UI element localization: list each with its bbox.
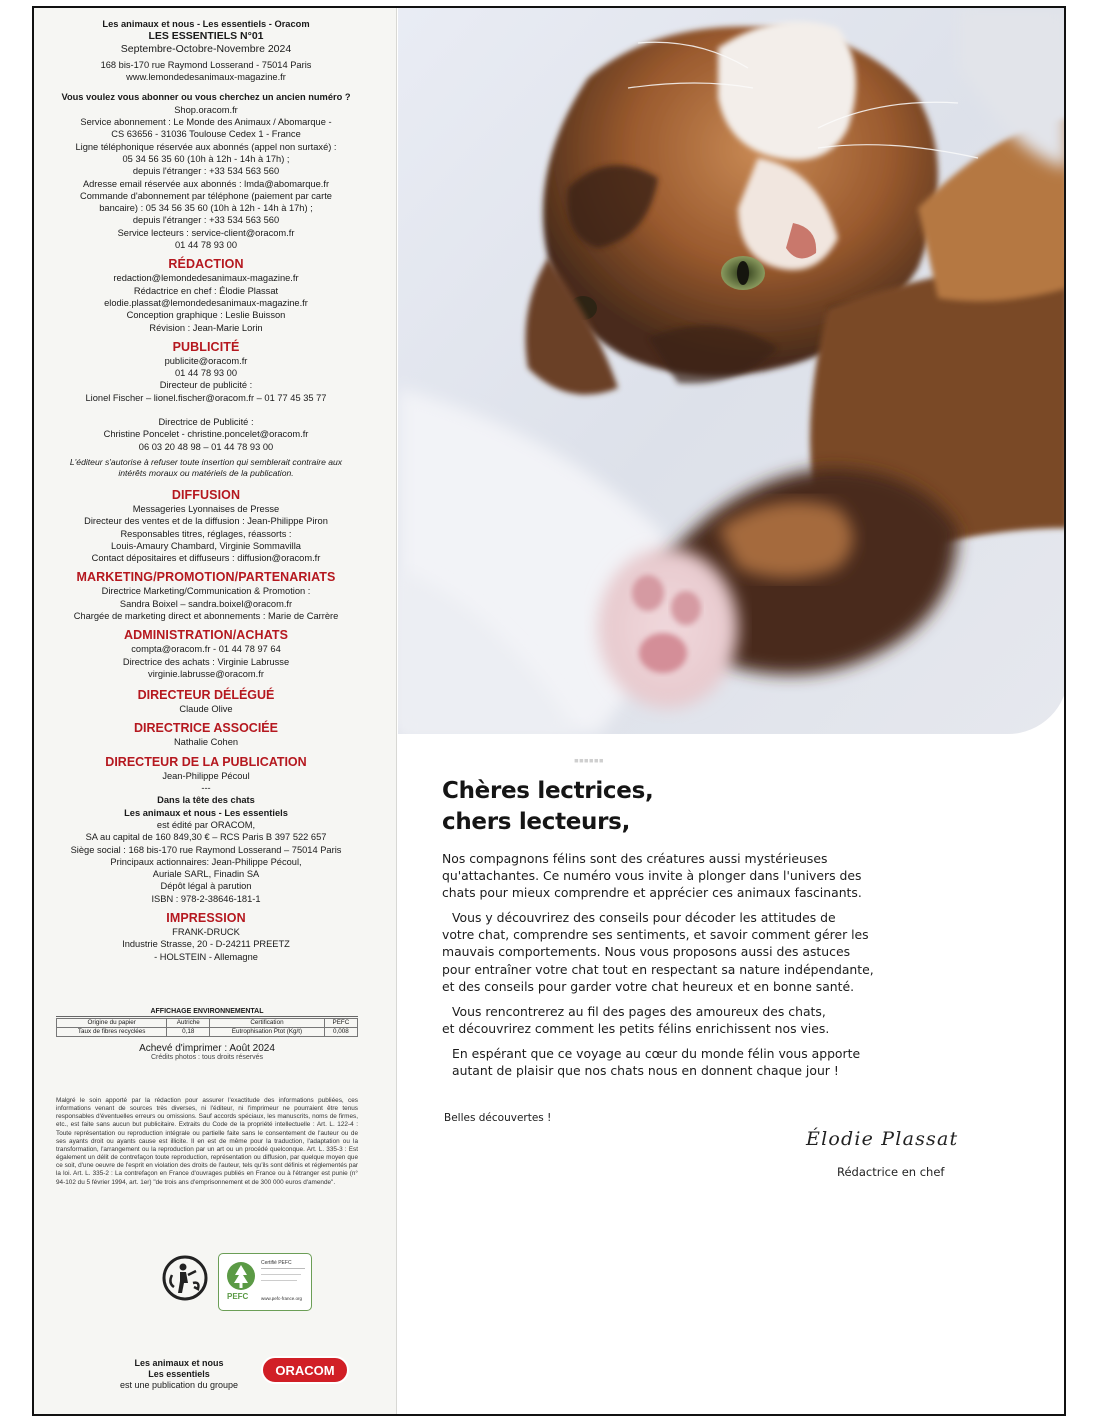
paragraph: [442, 850, 1002, 901]
section-heading: PUBLICITÉ: [172, 339, 240, 354]
person-name: Claude Olive: [179, 704, 233, 715]
section-heading: DIRECTEUR DÉLÉGUÉ: [137, 688, 275, 703]
paragraph-line: mauvais comportements. Nous vous proposons aussi des astuces: [442, 944, 851, 960]
diffusion-line: Contact dépositaires et diffuseurs : diffusion@oracom.fr: [91, 553, 321, 564]
legal-notice: Malgré le soin apporté par la rédaction pour assurer l'exactitude des informations publiées, ces informations venant de sources très diverses, ni l'éditeur, ni l'imprimeur ne pourraient être tenus responsables d'éventuelles erreurs ou omissions. Sauf accords spéciaux, les manuscrits, noms de firmes, etc., est faite sans aucun but publicitaire. Extraits du Code de la propriété intellectuelle : Art. L. 122-4 : Toute représentation ou reproduction intégrale ou partielle faite sans le consentement de l'auteur ou de ses ayants droit ou ayants cause est illicite. Il en est de même pour la traduction, l'adaptation ou la transformation, l'arrangement ou la reproduction par un art ou un procédé quelconque. Art. L. 335-3 : Est également un délit de contrefaçon toute reproduction, représentation ou diffusion, par quelque moyen que ce soit, d'une oeuvre de l'esprit en violation des droits de l'auteur, tels qu'ils sont définis et réglementés par la loi. Art. L. 335-2 : La contrefaçon en France d'ouvrages publiés en France ou à l'étranger est punie (n° 94-102 du 5 février 1994, art. 1er) "de trois ans d'emprisonnement et de 300 000 euros d'amende".: [56, 1097, 358, 1186]
section-heading: RÉDACTION: [168, 257, 244, 272]
signature: Élodie Plassat: [806, 1128, 959, 1150]
table-cell: Autriche: [167, 1019, 210, 1028]
environmental-title: AFFICHAGE ENVIRONNEMENTAL: [56, 1008, 358, 1017]
publisher-line: Principaux actionnaires: Jean-Philippe Pécoul,: [110, 856, 302, 867]
publisher-line: est édité par ORACOM,: [156, 819, 256, 830]
administration-line: compta@oracom.fr - 01 44 78 97 64: [131, 644, 281, 655]
environmental-table: [56, 1018, 358, 1037]
website: www.lemondedesanimaux-magazine.fr: [126, 72, 286, 83]
subscription-question: Vous voulez vous abonner ou vous cherchez un ancien numéro ?: [61, 92, 351, 103]
publisher-line: SA au capital de 160 849,30 € – RCS Paris B 397 522 657: [85, 832, 327, 843]
separator: ---: [201, 783, 211, 794]
publicite-line: Directrice de Publicité :: [158, 417, 254, 428]
pefc-caption: Certifié PEFC: [261, 1260, 292, 1266]
subscription-line: Service lecteurs : service-client@oracom.fr: [117, 227, 295, 238]
redaction-line: elodie.plassat@lemondedesanimaux-magazine.fr: [104, 297, 308, 308]
person-name: Jean-Philippe Pécoul: [162, 770, 250, 781]
publicite-line: publicite@oracom.fr: [164, 355, 248, 366]
title-line: chers lecteurs,: [442, 809, 631, 835]
masthead-block: [56, 18, 356, 963]
issue-number: LES ESSENTIELS N°01: [148, 30, 264, 43]
publicite-line: 01 44 78 93 00: [174, 368, 238, 379]
address: 168 bis-170 rue Raymond Losserand - 75014 Paris: [100, 59, 312, 70]
title-line: Chères lectrices,: [442, 778, 654, 804]
pefc-tree-icon: [224, 1259, 258, 1293]
paragraph-line: chats pour mieux comprendre et apprécier ces animaux fascinants.: [442, 885, 862, 901]
subscription-line: Service abonnement : Le Monde des Animaux / Abomarque -: [80, 117, 332, 128]
redaction-line: Rédactrice en chef : Élodie Plassat: [133, 285, 279, 296]
paragraph-line: En espérant que ce voyage au cœur du monde félin vous apporte: [452, 1045, 861, 1061]
subscription-line: 01 44 78 93 00: [174, 240, 238, 251]
spacer: [56, 404, 356, 416]
subscription-line: Commande d'abonnement par téléphone (paiement par carte: [80, 190, 332, 201]
diffusion-line: Louis-Amaury Chambard, Virginie Sommavilla: [111, 540, 301, 551]
masthead-line: Les animaux et nous - Les essentiels - Oracom: [102, 19, 310, 29]
editorial: [442, 776, 1002, 1179]
paragraph-line: autant de plaisir que nos chats nous en donnent chaque jour !: [452, 1063, 839, 1079]
publicite-line: Lionel Fischer – lionel.fischer@oracom.fr – 01 77 45 35 77: [85, 392, 327, 403]
paragraph: [442, 1003, 1002, 1037]
publisher-line: Siège social : 168 bis-170 rue Raymond Losserand – 75014 Paris: [70, 844, 342, 855]
editorial-title: [442, 776, 1002, 838]
photo-credits: Crédits photos : tous droits réservés: [150, 1054, 264, 1061]
signature-role: Rédactrice en chef: [837, 1165, 945, 1179]
pefc-label: PEFC: [227, 1292, 249, 1301]
paragraph: [442, 909, 1002, 994]
publication-series: Les animaux et nous - Les essentiels: [124, 807, 288, 818]
table-cell: Eutrophisation Ptot (Kg/t): [210, 1028, 325, 1037]
marketing-line: Sandra Boixel – sandra.boixel@oracom.fr: [119, 598, 293, 609]
masthead-column: [34, 8, 397, 1414]
paragraph: [442, 1045, 1002, 1079]
recycle-icon: [160, 1253, 210, 1303]
marketing-line: Directrice Marketing/Communication & Promotion :: [101, 586, 311, 597]
printer-line: FRANK-DRUCK: [172, 927, 240, 938]
show-through-text: ▪▪▪▪▪▪: [574, 752, 604, 768]
paragraph-line: pour entraîner votre chat tout en respectant sa nature indépendante,: [442, 961, 874, 977]
table-cell: PEFC: [324, 1019, 357, 1028]
table-cell: Origine du papier: [57, 1019, 167, 1028]
redaction-line: redaction@lemondedesanimaux-magazine.fr: [113, 273, 299, 284]
oracom-logo-text: ORACOM: [275, 1363, 335, 1378]
paragraph-line: Vous y découvrirez des conseils pour décoder les attitudes de: [452, 910, 836, 926]
publisher-footer: [119, 1358, 239, 1391]
table-cell: Taux de fibres recyclées: [57, 1028, 167, 1037]
table-cell: Certification: [210, 1019, 325, 1028]
section-heading: DIRECTRICE ASSOCIÉE: [133, 721, 278, 736]
magazine-page: [32, 6, 1066, 1416]
paragraph-line: Nos compagnons félins sont des créatures aussi mystérieuses: [442, 851, 828, 866]
publicite-line: 06 03 20 48 98 – 01 44 78 93 00: [138, 441, 274, 452]
publisher-line: Auriale SARL, Finadin SA: [152, 869, 260, 880]
table-cell: 0,008: [324, 1028, 357, 1037]
printer-line: - HOLSTEIN - Allemagne: [154, 951, 258, 962]
diffusion-line: Directeur des ventes et de la diffusion : Jean-Philippe Piron: [84, 516, 328, 527]
paragraph-line: Vous rencontrerez au fil des pages des amoureux des chats,: [452, 1003, 826, 1019]
marketing-line: Chargée de marketing direct et abonnements : Marie de Carrère: [73, 610, 339, 621]
diffusion-line: Responsables titres, réglages, réassorts :: [120, 528, 292, 539]
print-date: Achevé d'imprimer : Août 2024: [139, 1043, 275, 1054]
paragraph-line: et découvrirez comment les petits félins enrichissent nos vies.: [442, 1020, 830, 1036]
subscription-line: depuis l'étranger : +33 534 563 560: [132, 215, 280, 226]
issue-period: Septembre-Octobre-Novembre 2024: [120, 42, 292, 55]
administration-line: Directrice des achats : Virginie Labrusse: [122, 656, 290, 667]
publicite-note: L'éditeur s'autorise à refuser toute insertion qui semblerait contraire aux: [69, 456, 343, 467]
subscription-line: CS 63656 - 31036 Toulouse Cedex 1 - France: [111, 129, 301, 140]
section-heading: MARKETING/PROMOTION/PARTENARIATS: [76, 570, 336, 585]
subscription-line: Adresse email réservée aux abonnés : lmda@abomarque.fr: [82, 178, 330, 189]
subscription-line: 05 34 56 35 60 (10h à 12h - 14h à 17h) ;: [122, 153, 290, 164]
oracom-logo: [260, 1354, 350, 1386]
shop-link: Shop.oracom.fr: [174, 104, 238, 115]
section-heading: ADMINISTRATION/ACHATS: [123, 628, 289, 643]
printer-line: Industrie Strasse, 20 - D-24211 PREETZ: [122, 939, 290, 950]
section-heading: IMPRESSION: [166, 911, 246, 926]
subscription-line: depuis l'étranger : +33 534 563 560: [132, 166, 280, 177]
isbn: ISBN : 978-2-38646-181-1: [151, 893, 261, 904]
table-row: [57, 1019, 358, 1028]
cat-photo: [398, 8, 1066, 734]
publicite-note: intérêts moraux ou matériels de la publication.: [118, 468, 294, 479]
pefc-rule: [261, 1274, 301, 1275]
publication-title: Dans la tête des chats: [157, 795, 255, 806]
publicite-line: Directeur de publicité :: [159, 380, 253, 391]
environmental-display: [56, 1008, 358, 1061]
paragraph-line: votre chat, comprendre ses sentiments, et savoir comment gérer les: [442, 927, 869, 943]
footer-line: Les animaux et nous: [134, 1358, 224, 1368]
administration-line: virginie.labrusse@oracom.fr: [148, 668, 264, 679]
closing-line: Belles découvertes !: [444, 1112, 552, 1124]
pefc-logo: [218, 1253, 312, 1311]
section-heading: DIFFUSION: [171, 487, 241, 502]
footer-line: est une publication du groupe: [119, 1380, 239, 1390]
redaction-line: Conception graphique : Leslie Buisson: [126, 310, 286, 321]
pefc-url: www.pefc-france.org: [261, 1296, 303, 1301]
diffusion-line: Messageries Lyonnaises de Presse: [132, 503, 280, 514]
table-cell: 0,18: [167, 1028, 210, 1037]
section-heading: DIRECTEUR DE LA PUBLICATION: [105, 754, 307, 769]
person-name: Nathalie Cohen: [173, 737, 239, 748]
paragraph-line: qu'attachantes. Ce numéro vous invite à plonger dans l'univers des: [442, 868, 862, 884]
pefc-rule: [261, 1280, 297, 1281]
subscription-line: bancaire) : 05 34 56 35 60 (10h à 12h - 14h à 17h) ;: [99, 203, 313, 214]
redaction-line: Révision : Jean-Marie Lorin: [149, 322, 263, 333]
table-row: [57, 1028, 358, 1037]
subscription-line: Ligne téléphonique réservée aux abonnés (appel non surtaxé) :: [75, 141, 337, 152]
footer-line: Les essentiels: [148, 1369, 210, 1379]
paragraph-line: et des conseils pour garder votre chat heureux et en bonne santé.: [442, 978, 855, 994]
publisher-line: Dépôt légal à parution: [160, 881, 252, 892]
publicite-line: Christine Poncelet - christine.poncelet@oracom.fr: [103, 429, 309, 440]
pefc-rule: [261, 1268, 305, 1269]
cat-image: [398, 8, 1066, 734]
